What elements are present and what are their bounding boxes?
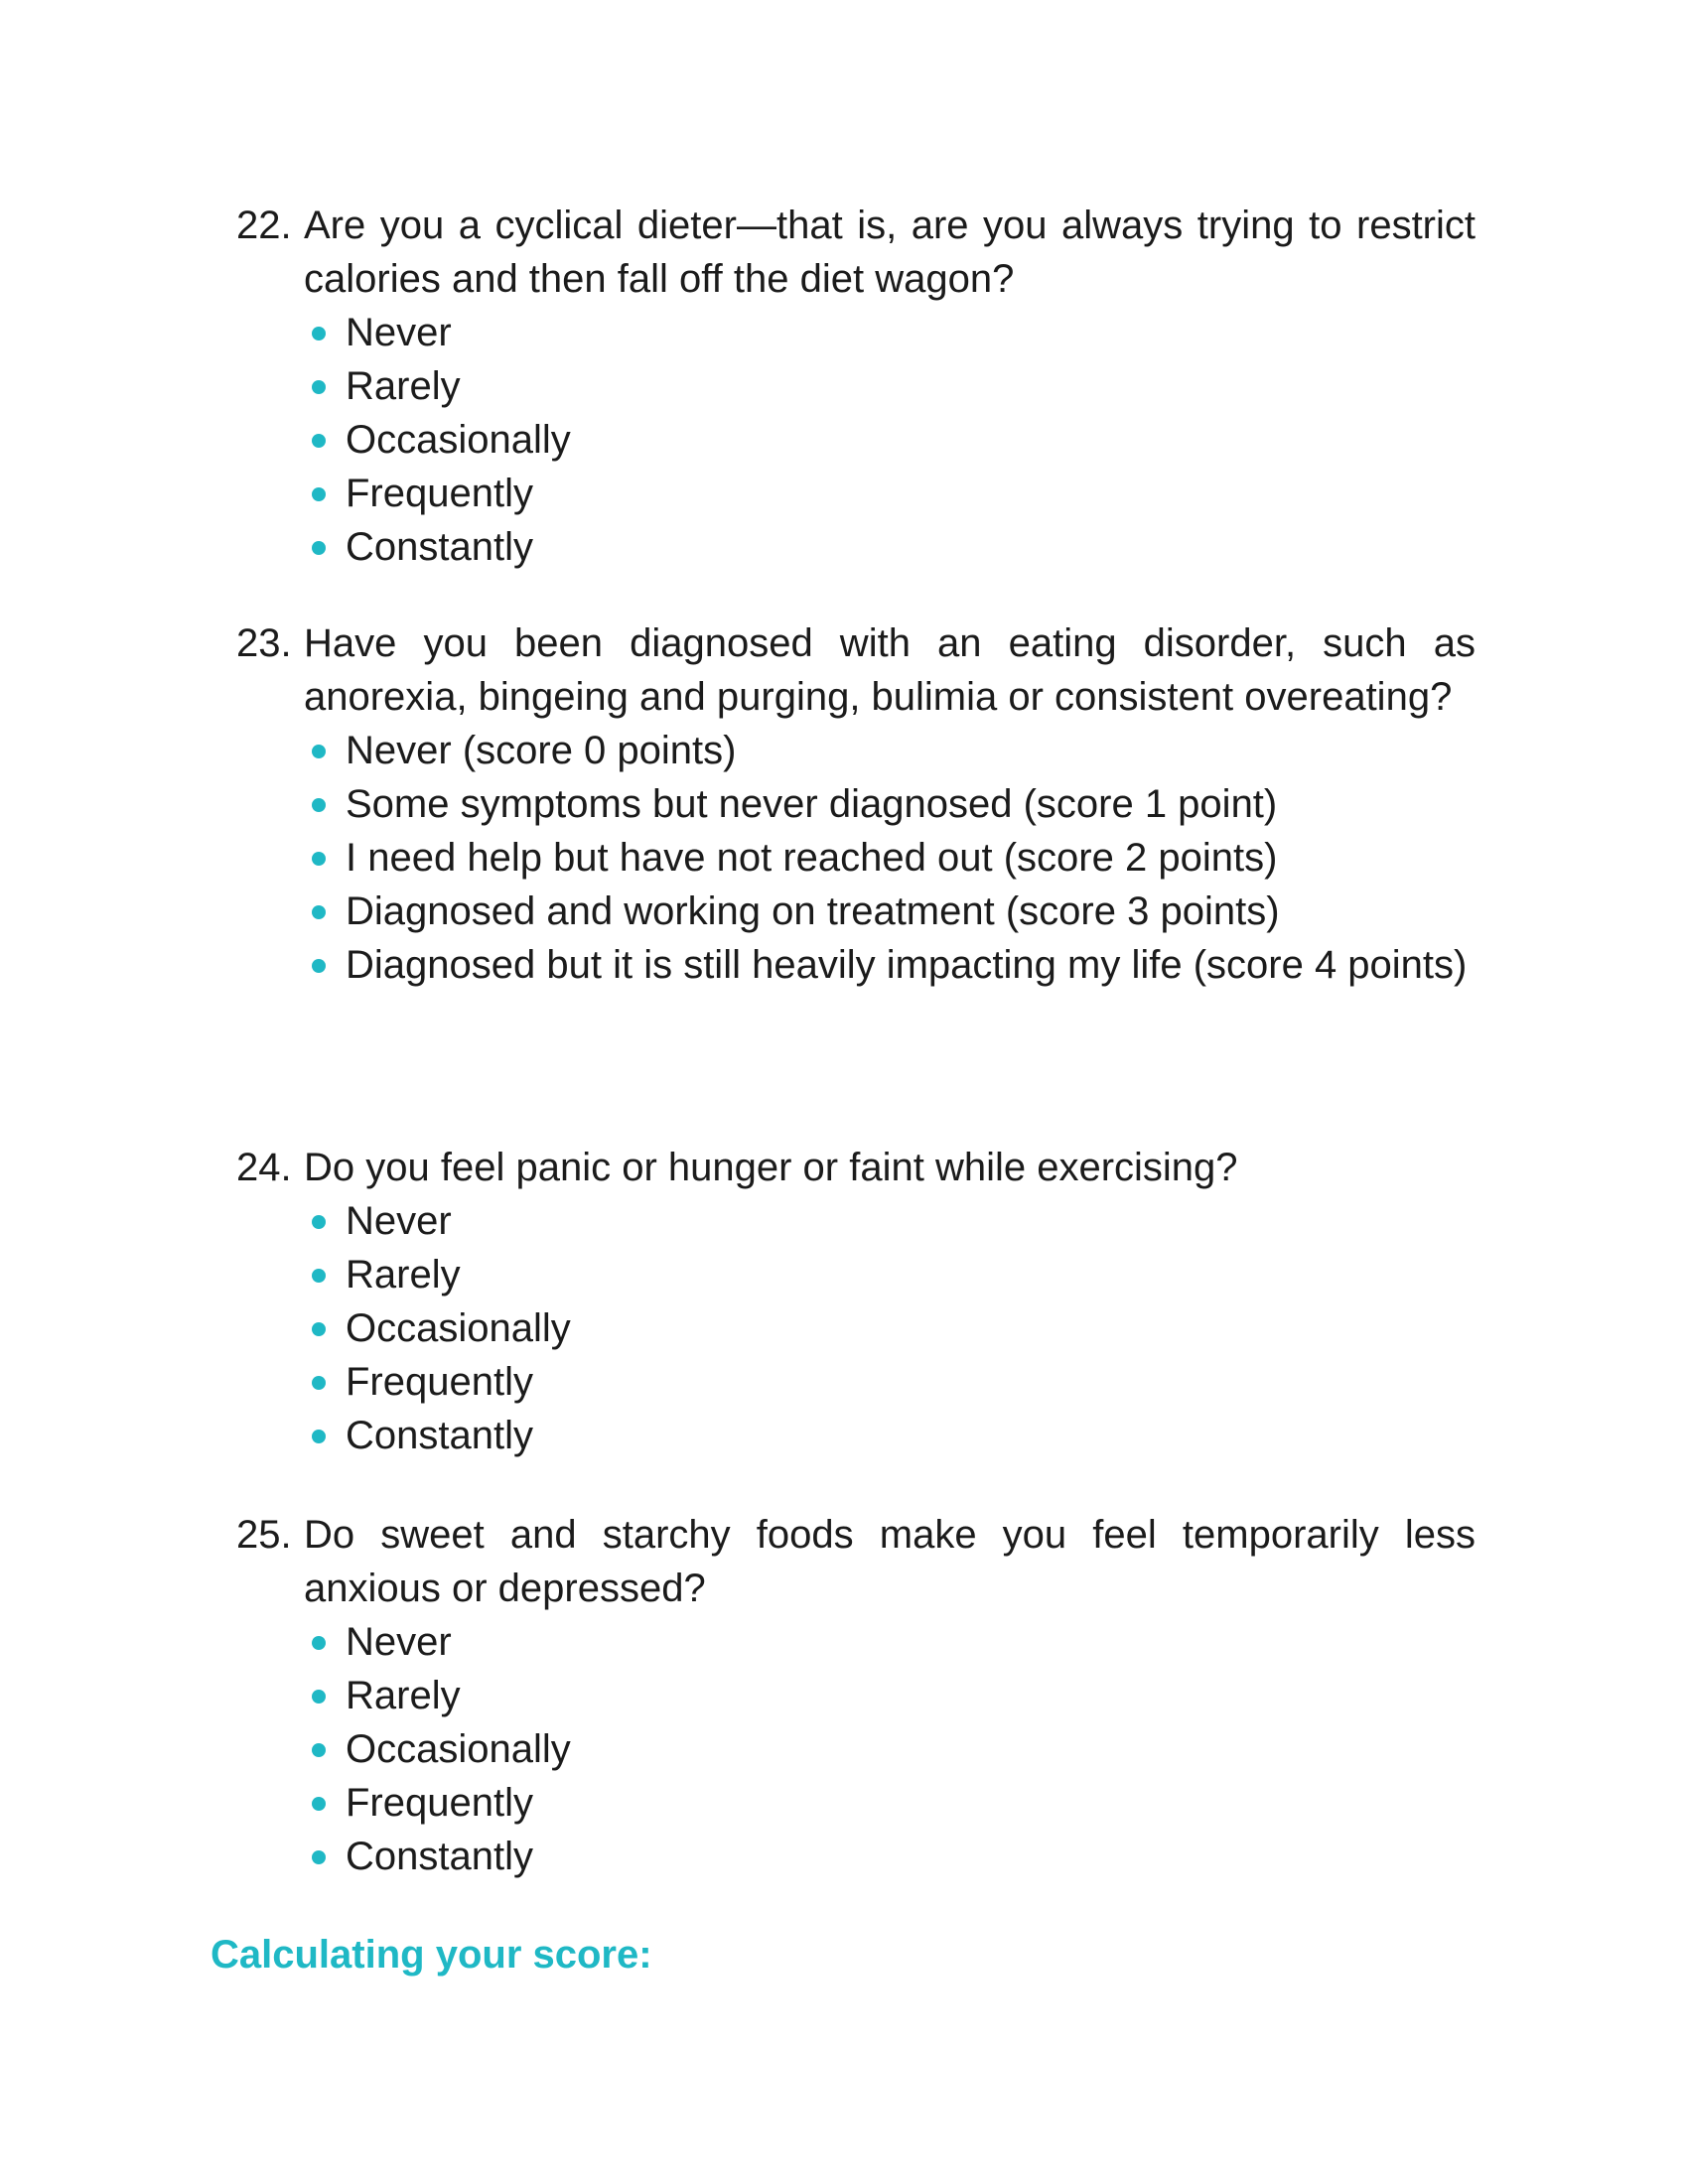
option-label: I need help but have not reached out (score 2 points) [346,836,1278,880]
bullet-icon [304,1615,346,1669]
bullet-icon [304,777,346,831]
option-item [304,938,1476,992]
bullet-icon [304,724,346,777]
question-text: Do sweet and starchy foods make you feel temporarily less anxious or depressed? [304,1513,1476,1610]
bullet-icon [304,938,346,992]
option-label: Constantly [346,1835,533,1878]
option-label: Never (score 0 points) [346,729,737,772]
bullet-icon [304,1194,346,1248]
option-item [304,1776,1476,1830]
option-label: Rarely [346,364,461,408]
bullet-icon [304,885,346,938]
option-list [236,306,1476,574]
option-item [304,1722,1476,1776]
question-24 [236,1141,1476,1462]
option-label: Rarely [346,1674,461,1717]
bullet-icon [304,1248,346,1301]
option-item [304,1669,1476,1722]
option-item [304,1194,1476,1248]
question-23 [236,616,1476,992]
option-label: Occasionally [346,1727,571,1771]
bullet-icon [304,1722,346,1776]
option-list [236,1194,1476,1462]
option-item [304,1301,1476,1355]
bullet-icon [304,306,346,359]
question-number: 24. [236,1146,292,1189]
option-item [304,724,1476,777]
option-list [236,724,1476,992]
option-list [236,1615,1476,1883]
question-number: 22. [236,204,292,247]
option-item [304,831,1476,885]
option-label: Frequently [346,472,533,515]
option-item [304,885,1476,938]
option-label: Constantly [346,1414,533,1457]
option-item [304,306,1476,359]
option-item [304,413,1476,467]
bullet-icon [304,1669,346,1722]
option-item [304,1615,1476,1669]
option-label: Diagnosed but it is still heavily impacting my life (score 4 points) [346,943,1468,987]
question-text: Do you feel panic or hunger or faint while exercising? [304,1146,1238,1189]
option-item [304,1248,1476,1301]
bullet-icon [304,831,346,885]
bullet-icon [304,1355,346,1409]
question-25 [236,1508,1476,1883]
question-text: Have you been diagnosed with an eating disorder, such as anorexia, bingeing and purging, bulimia or consistent overeating? [304,621,1476,719]
option-label: Frequently [346,1360,533,1404]
bullet-icon [304,1409,346,1462]
bullet-icon [304,467,346,520]
option-item [304,1355,1476,1409]
option-label: Frequently [346,1781,533,1825]
option-label: Occasionally [346,418,571,462]
option-label: Never [346,1620,452,1664]
bullet-icon [304,413,346,467]
option-label: Occasionally [346,1306,571,1350]
section-heading: Calculating your score: [211,1933,652,1977]
option-label: Never [346,1199,452,1243]
option-item [304,520,1476,574]
question-number: 23. [236,621,292,665]
bullet-icon [304,359,346,413]
option-item [304,467,1476,520]
option-label: Constantly [346,525,533,569]
option-label: Some symptoms but never diagnosed (score 1 point) [346,782,1278,826]
option-item [304,1830,1476,1883]
question-number: 25. [236,1513,292,1557]
bullet-icon [304,1301,346,1355]
option-label: Diagnosed and working on treatment (score 3 points) [346,889,1280,933]
bullet-icon [304,1830,346,1883]
question-22 [236,199,1476,574]
bullet-icon [304,520,346,574]
bullet-icon [304,1776,346,1830]
option-item [304,777,1476,831]
question-text: Are you a cyclical dieter—that is, are you always trying to restrict calories and then fall off the diet wagon? [304,204,1476,301]
option-label: Rarely [346,1253,461,1297]
option-item [304,1409,1476,1462]
option-label: Never [346,311,452,354]
option-item [304,359,1476,413]
